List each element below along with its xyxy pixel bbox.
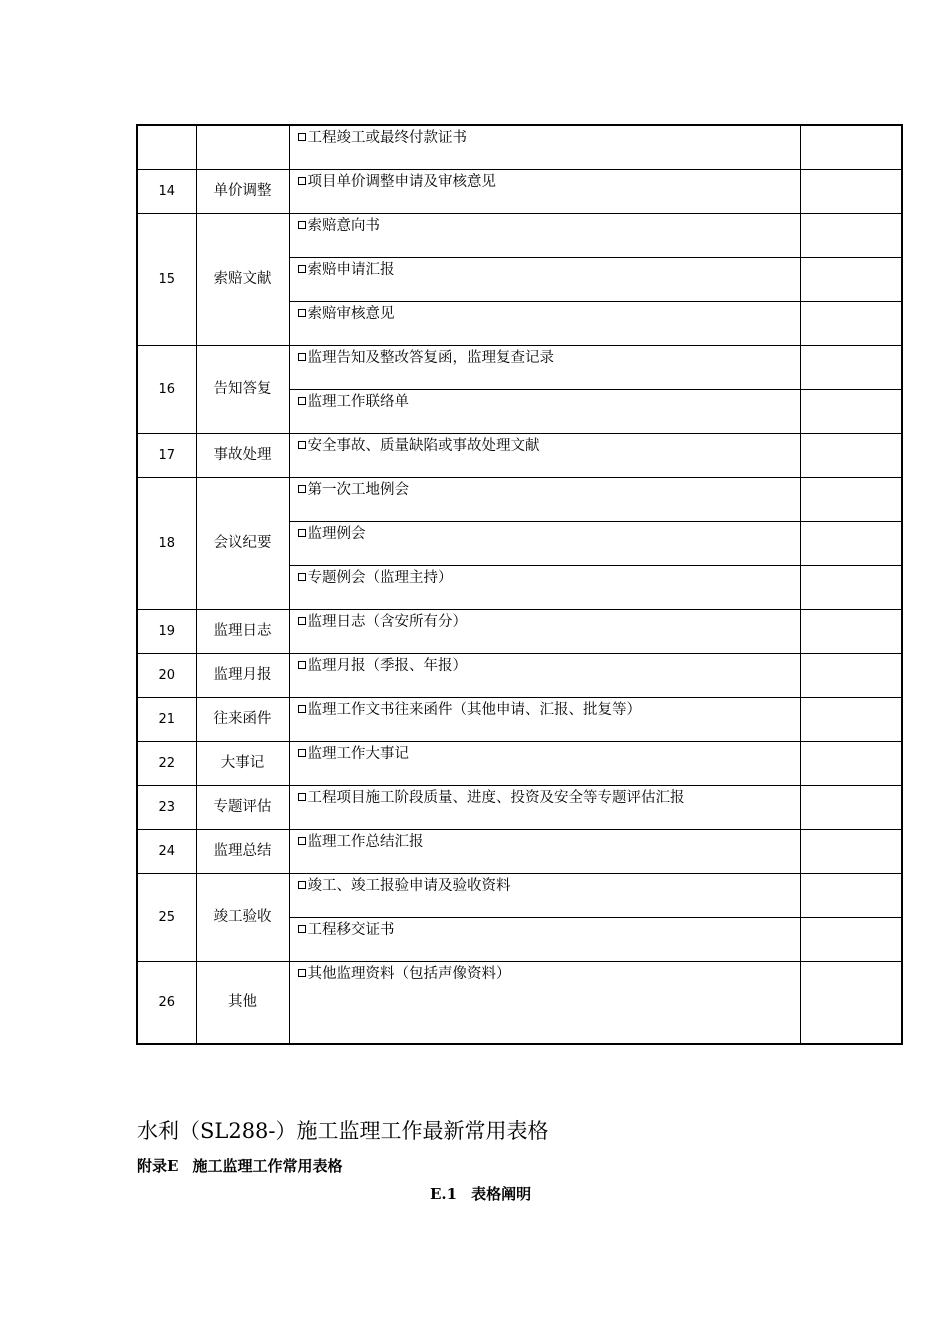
table-row [137,346,902,390]
row-category: 监理月报 [196,654,289,698]
section-heading [430,1183,531,1204]
row-item [289,742,800,786]
table-row [137,786,902,830]
row-item-text: 安全事故、质量缺陷或事故处理文献 [307,438,540,454]
row-item [289,786,800,830]
section-number: E.1 [430,1185,458,1203]
row-number: 24 [137,830,196,874]
checkbox-square-icon [298,793,306,801]
row-remark-cell [800,170,902,214]
checkbox-square-icon [298,265,306,273]
row-remark-cell [800,654,902,698]
row-item [289,830,800,874]
table-row [137,610,902,654]
row-item-text: 监理工作文书往来函件（其他申请、汇报、批复等） [307,702,641,718]
checkbox-square-icon [298,353,306,361]
row-item [289,874,800,918]
row-category: 监理日志 [196,610,289,654]
appendix-heading [137,1155,342,1176]
row-item [289,698,800,742]
row-item-text: 专题例会（监理主持） [307,570,453,586]
table-row [137,478,902,522]
row-item [289,522,800,566]
row-item [289,214,800,258]
checkbox-square-icon [298,221,306,229]
row-remark-cell [800,258,902,302]
row-item-text: 项目单价调整申请及审核意见 [307,174,496,190]
row-remark-cell [800,874,902,918]
row-item [289,258,800,302]
row-number: 16 [137,346,196,434]
checkbox-square-icon [298,617,306,625]
checkbox-square-icon [298,309,306,317]
row-remark-cell [800,522,902,566]
table-row [137,654,902,698]
row-item-text: 监理工作大事记 [307,746,409,762]
row-number [137,125,196,170]
checkbox-square-icon [298,705,306,713]
row-category: 会议纪要 [196,478,289,610]
table-row [137,214,902,258]
checkbox-square-icon [298,573,306,581]
table-row [137,170,902,214]
row-remark-cell [800,918,902,962]
row-category: 竣工验收 [196,874,289,962]
row-number: 18 [137,478,196,610]
row-remark-cell [800,566,902,610]
row-number: 21 [137,698,196,742]
row-remark-cell [800,742,902,786]
row-remark-cell [800,698,902,742]
appendix-title: 施工监理工作常用表格 [192,1157,343,1175]
row-item [289,346,800,390]
row-item [289,125,800,170]
row-item-text: 工程移交证书 [307,922,395,938]
row-remark-cell [800,786,902,830]
appendix-label: 附录E [137,1157,179,1175]
row-item [289,478,800,522]
row-category: 事故处理 [196,434,289,478]
row-item-text: 监理工作联络单 [307,394,409,410]
checkbox-square-icon [298,837,306,845]
checkbox-square-icon [298,177,306,185]
row-remark-cell [800,125,902,170]
row-item-text: 监理告知及整改答复函，监理复查记录 [307,350,554,366]
row-remark-cell [800,830,902,874]
row-number: 15 [137,214,196,346]
row-item-text: 监理工作总结汇报 [307,834,424,850]
row-item-text: 监理日志（含安所有分） [307,614,467,630]
row-number: 14 [137,170,196,214]
row-remark-cell [800,302,902,346]
row-category: 索赔文献 [196,214,289,346]
row-item [289,170,800,214]
row-category [196,125,289,170]
row-item [289,654,800,698]
row-number: 25 [137,874,196,962]
row-category: 单价调整 [196,170,289,214]
row-category: 大事记 [196,742,289,786]
table-row [137,125,902,170]
checkbox-square-icon [298,485,306,493]
row-category: 往来函件 [196,698,289,742]
row-remark-cell [800,962,902,1045]
row-item [289,434,800,478]
table-row [137,830,902,874]
row-remark-cell [800,214,902,258]
row-number: 19 [137,610,196,654]
checkbox-square-icon [298,881,306,889]
archive-table-body [137,125,902,1044]
row-category: 其他 [196,962,289,1045]
row-item [289,566,800,610]
document-title: 水利（SL288-）施工监理工作最新常用表格 [137,1119,549,1143]
row-number: 22 [137,742,196,786]
row-remark-cell [800,346,902,390]
row-category: 监理总结 [196,830,289,874]
checkbox-square-icon [298,925,306,933]
checkbox-square-icon [298,661,306,669]
row-category: 告知答复 [196,346,289,434]
row-item-text: 竣工、竣工报验申请及验收资料 [307,878,511,894]
row-item-text: 监理月报（季报、年报） [307,658,467,674]
row-number: 20 [137,654,196,698]
row-item-text: 索赔申请汇报 [307,262,395,278]
row-remark-cell [800,478,902,522]
row-number: 23 [137,786,196,830]
table-row [137,742,902,786]
row-remark-cell [800,610,902,654]
checkbox-square-icon [298,133,306,141]
table-row [137,874,902,918]
row-item [289,962,800,1045]
row-item-text: 第一次工地例会 [307,482,409,498]
row-item-text: 工程竣工或最终付款证书 [307,130,467,146]
row-remark-cell [800,390,902,434]
row-item [289,610,800,654]
row-category: 专题评估 [196,786,289,830]
row-item-text: 其他监理资料（包括声像资料） [307,966,511,982]
section-title: 表格阐明 [471,1185,532,1203]
row-item-text: 监理例会 [307,526,366,542]
row-item-text: 索赔意向书 [307,218,380,234]
table-row [137,698,902,742]
checkbox-square-icon [298,397,306,405]
row-number: 17 [137,434,196,478]
table-row [137,962,902,1045]
checkbox-square-icon [298,749,306,757]
row-item [289,918,800,962]
table-row [137,434,902,478]
row-item-text: 工程项目施工阶段质量、进度、投资及安全等专题评估汇报 [307,790,685,806]
row-item-text: 索赔审核意见 [307,306,395,322]
checkbox-square-icon [298,969,306,977]
checkbox-square-icon [298,441,306,449]
row-item [289,302,800,346]
archive-table [136,124,903,1045]
row-number: 26 [137,962,196,1045]
row-remark-cell [800,434,902,478]
row-item [289,390,800,434]
checkbox-square-icon [298,529,306,537]
